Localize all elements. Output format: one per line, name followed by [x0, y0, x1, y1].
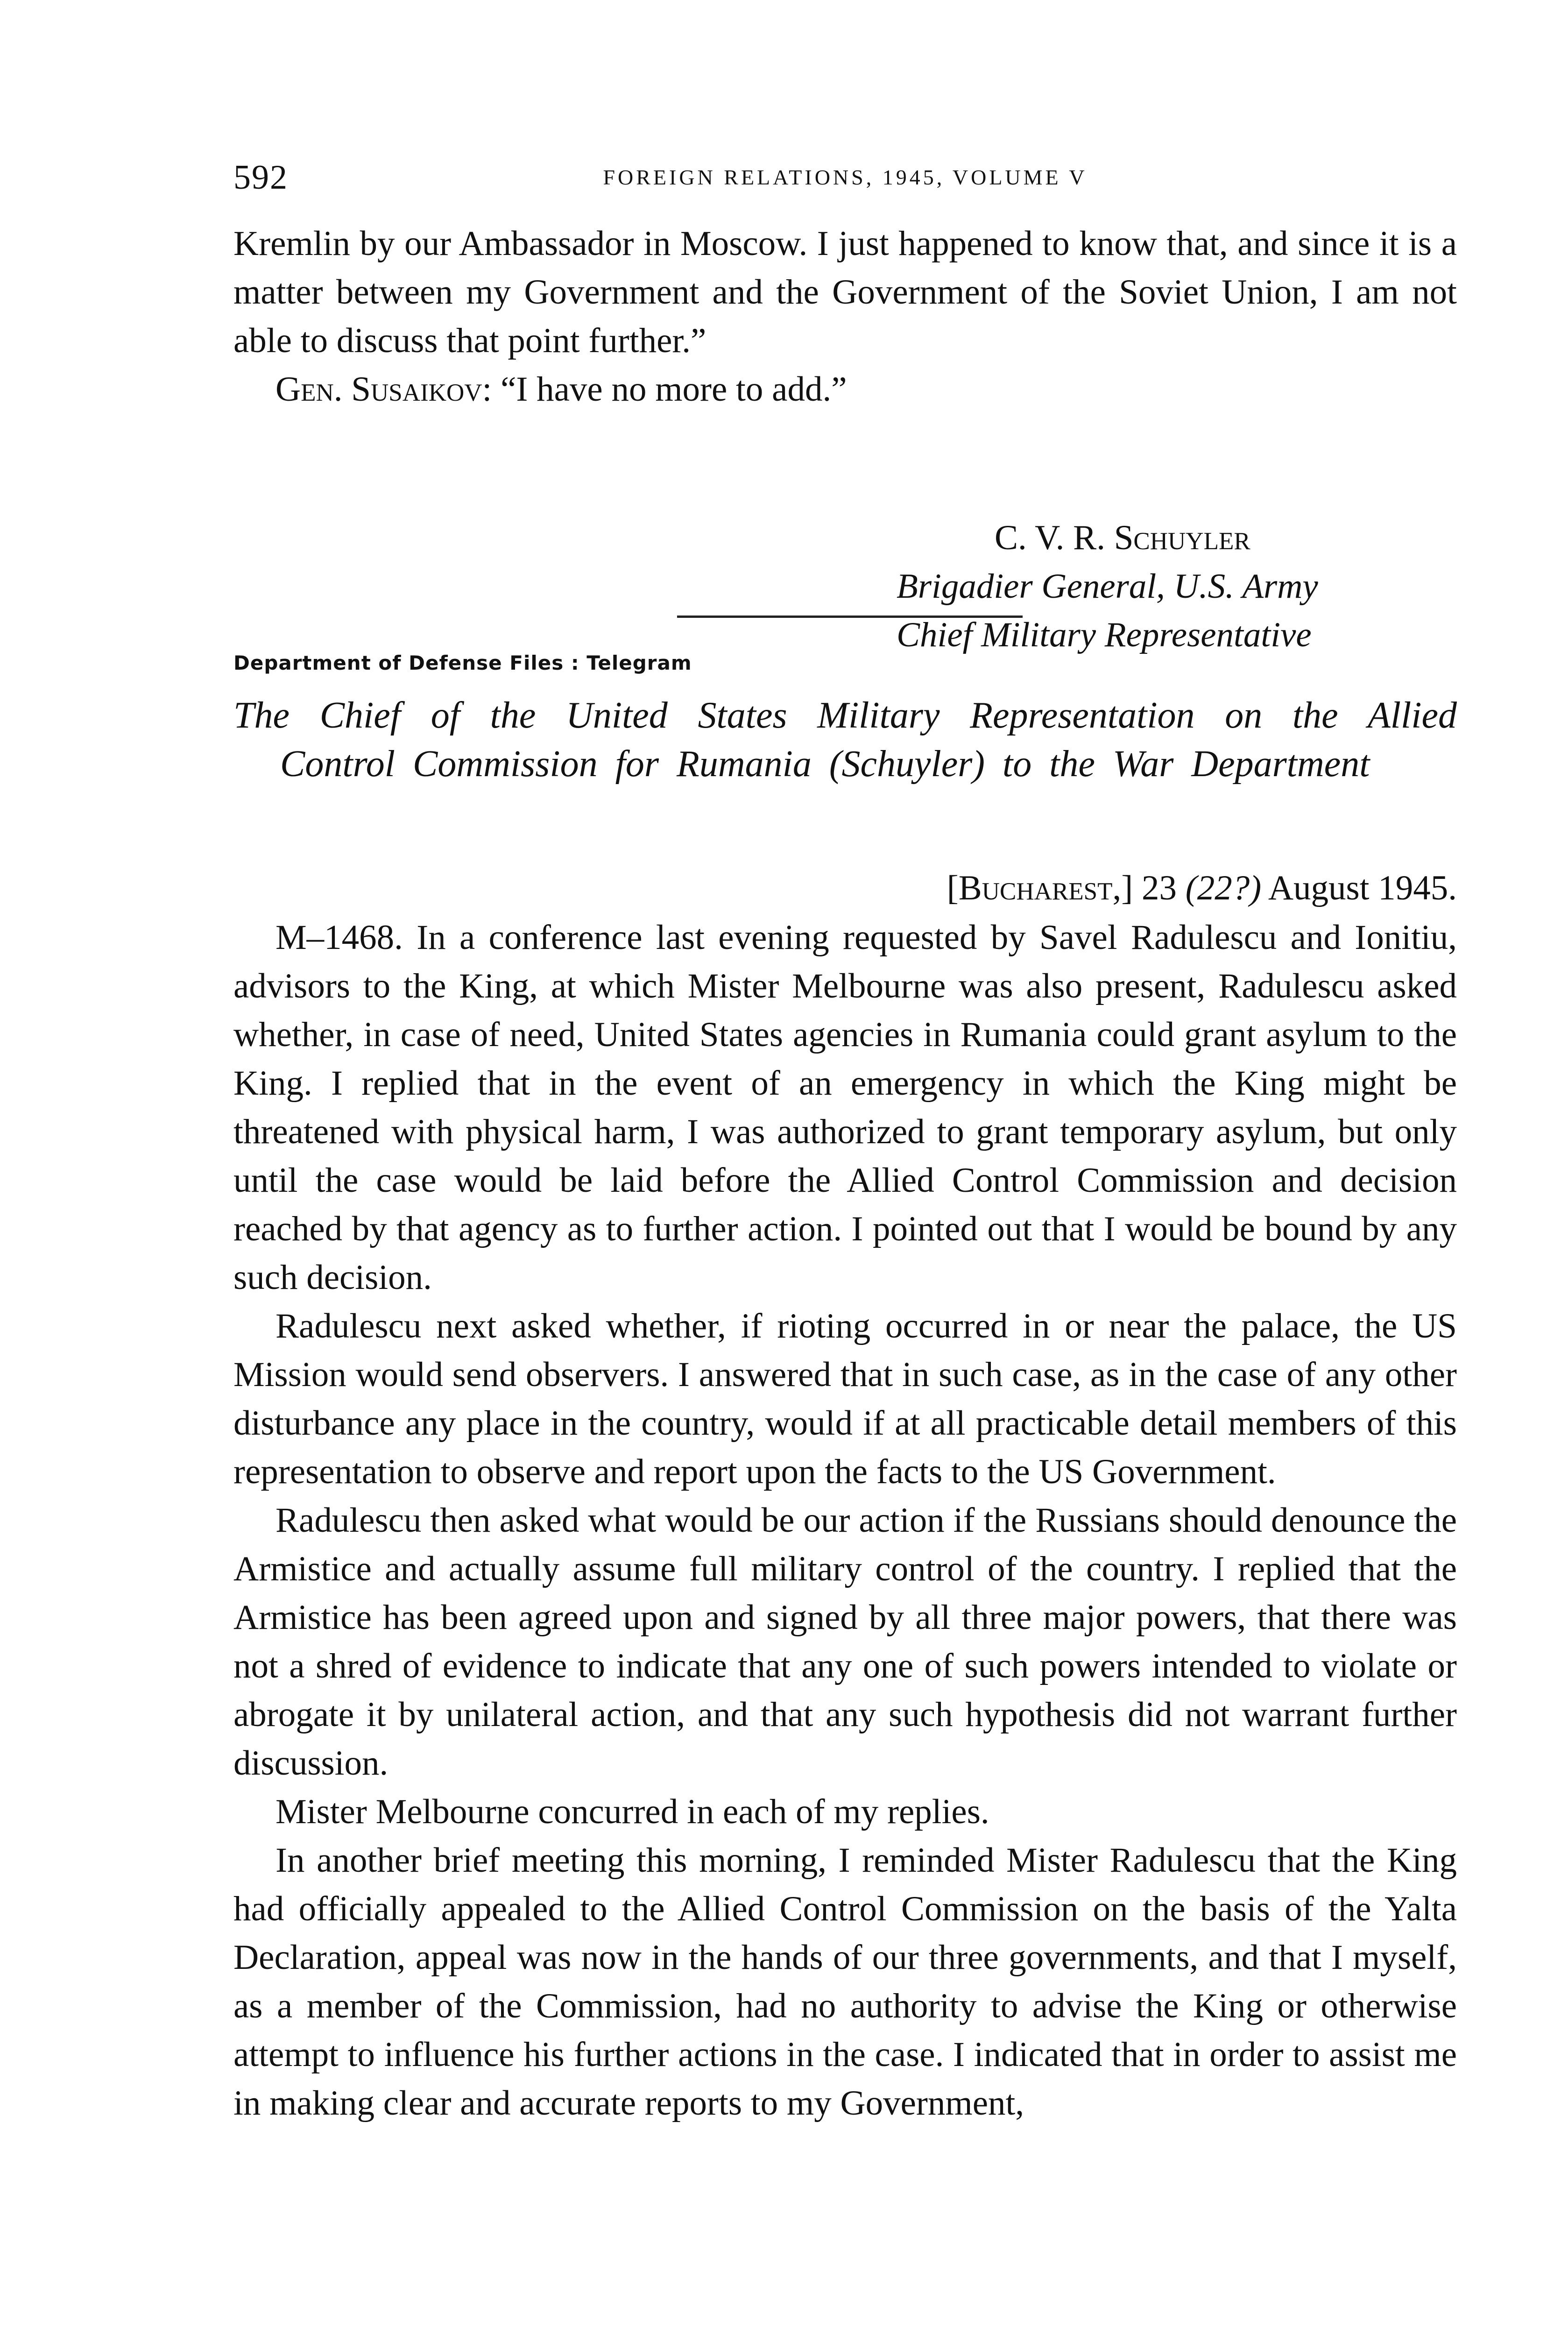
signature-block — [897, 514, 1457, 659]
document-title: The Chief of the United States Military Representation on the Allied Control Commission for Rumania (Schuyler) to the War Department — [233, 695, 1457, 785]
speaker-line — [233, 365, 1457, 414]
dateline — [233, 864, 1457, 913]
section-divider — [677, 616, 1023, 618]
document-source: Department of Defense Files : Telegram — [233, 651, 692, 674]
body-paragraph: M–1468. In a conference last evening requested by Savel Radulescu and Ionitiu, advisors to the King, at which Mister Melbourne was also present, Radulescu asked whether, in case of need, United States agencies in Rumania could grant asylum to the King. I replied that in the event of an emergency in which the King might be threatened with physical harm, I was authorized to grant temporary asylum, but only until the case would be laid before the Allied Control Commission and decision reached by that agency as to further action. I pointed out that I would be bound by any such decision. — [233, 918, 1457, 1297]
signature-title: Chief Military Representative — [897, 616, 1312, 654]
dateline-month: August 1945. — [1268, 869, 1457, 907]
running-head: FOREIGN RELATIONS, 1945, VOLUME V — [603, 165, 1088, 189]
signature-name: C. V. R. Schuyler — [995, 518, 1250, 557]
signature-rank: Brigadier General, U.S. Army — [897, 567, 1318, 606]
dateline-day: 23 — [1141, 869, 1177, 907]
body-paragraph: Mister Melbourne concurred in each of my replies. — [275, 1792, 989, 1831]
dateline-place: [Bucharest,] — [946, 869, 1133, 907]
body-paragraph: Radulescu then asked what would be our action if the Russians should denounce the Armistice and actually assume full military control of the country. I replied that the Armistice has been agreed upon and signed by all three major powers, that there was not a shred of evidence to indicate that any one of such powers intended to violate or abrogate it by unilateral action, and that any such hypothesis did not warrant further discussion. — [233, 1501, 1457, 1783]
speaker-name: Gen. Susaikov — [275, 370, 482, 409]
telegram-body — [233, 913, 1457, 2128]
speaker-statement: : “I have no more to add.” — [482, 370, 847, 409]
dateline-query: (22?) — [1185, 869, 1262, 907]
body-paragraph: Radulescu next asked whether, if rioting occurred in or near the palace, the US Mission would send observers. I answered that in such case, as in the case of any other disturbance any place in the country, would if at all practicable detail members of this representation to observe and report upon the facts to the US Government. — [233, 1307, 1457, 1491]
continuation-paragraph: Kremlin by our Ambassador in Moscow. I just happened to know that, and since it is a matter between my Government and the Government of the Soviet Union, I am not able to discuss that point further.” — [233, 224, 1457, 360]
body-paragraph: In another brief meeting this morning, I reminded Mister Radulescu that the King had officially appealed to the Allied Control Commission on the basis of the Yalta Declaration, appeal was now in the hands of our three governments, and that I myself, as a member of the Commission, had no authority to advise the King or otherwise attempt to influence his further actions in the case. I indicated that in order to assist me in making clear and accurate reports to my Government, — [233, 1841, 1457, 2123]
continuation-block — [233, 219, 1457, 414]
page-header — [233, 149, 1457, 205]
page-number: 592 — [233, 158, 288, 197]
